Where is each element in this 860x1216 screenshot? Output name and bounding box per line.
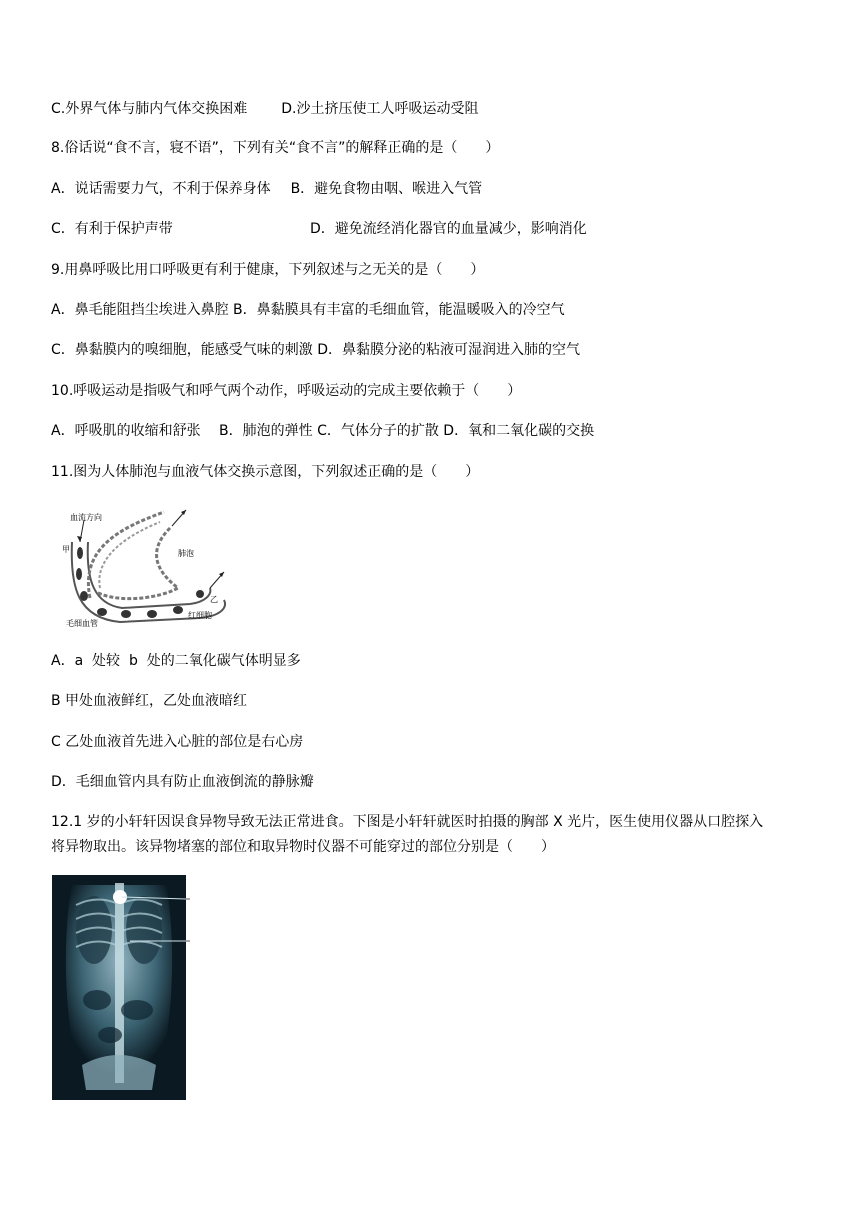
q7-options-cd (51, 100, 478, 118)
xray-drawing (52, 875, 186, 1100)
q10-options: A．呼吸肌的收缩和舒张 B．肺泡的弹性 C．气体分子的扩散 D．氧和二氧化碳的交换 (51, 423, 595, 439)
q11-option-d: D．毛细血管内具有防止血液倒流的静脉瓣 (51, 774, 314, 790)
q8-option-c: C．有利于保护声带 (51, 221, 173, 237)
chest-xray-image (52, 875, 186, 1100)
q10-stem: 10.呼吸运动是指吸气和呼气两个动作，呼吸运动的完成主要依赖于（ ） (51, 383, 522, 399)
alveolus-capillary-figure (60, 508, 240, 630)
label-capillary: 毛细血管 (66, 619, 98, 628)
label-blood-flow: 血流方向 (70, 513, 102, 522)
q12-stem-line2: 将异物取出。该异物堵塞的部位和取异物时仪器不可能穿过的部位分别是（ ） (51, 839, 555, 855)
q11-option-b: B 甲处血液鲜红，乙处血液暗红 (51, 693, 248, 709)
q8-option-a: A．说话需要力气，不利于保养身体 (51, 181, 271, 197)
q12-stem-line1: 12.1 岁的小轩轩因误食异物导致无法正常进食。下图是小轩轩就医时拍摄的胸部 X 光片，医生使用仪器从口腔探入 (51, 814, 764, 830)
q8-option-b: B．避免食物由咽、喉进入气管 (290, 181, 483, 197)
q11-option-c: C 乙处血液首先进入心脏的部位是右心房 (51, 734, 304, 750)
label-alveolus: 肺泡 (178, 549, 194, 558)
label-rbc: 红细胞 (188, 611, 212, 620)
q8-options-ab (51, 180, 482, 198)
label-jia: 甲 (62, 545, 70, 554)
q9-options-cd: C．鼻黏膜内的嗅细胞，能感受气味的刺激 D．鼻黏膜分泌的粘液可湿润进入肺的空气 (51, 342, 581, 358)
q8-options-cd (51, 220, 587, 238)
q8-option-d: D．避免流经消化器官的血量减少，影响消化 (310, 221, 587, 237)
q7-option-c: C.外界气体与肺内气体交换困难 (51, 101, 248, 117)
q9-stem: 9.用鼻呼吸比用口呼吸更有利于健康，下列叙述与之无关的是（ ） (51, 262, 485, 278)
xray-pointer-marks (186, 895, 192, 945)
q11-option-a: A．a 处较 b 处的二氧化碳气体明显多 (51, 653, 301, 669)
q7-option-d: D.沙土挤压使工人呼吸运动受阻 (281, 101, 479, 117)
q11-stem: 11.图为人体肺泡与血液气体交换示意图，下列叙述正确的是（ ） (51, 464, 480, 480)
q9-options-ab: A．鼻毛能阻挡尘埃进入鼻腔 B．鼻黏膜具有丰富的毛细血管，能温暖吸入的冷空气 (51, 302, 565, 318)
label-yi: 乙 (210, 595, 218, 604)
q8-stem: 8.俗话说“食不言，寝不语”，下列有关“食不言”的解释正确的是（ ） (51, 140, 500, 156)
